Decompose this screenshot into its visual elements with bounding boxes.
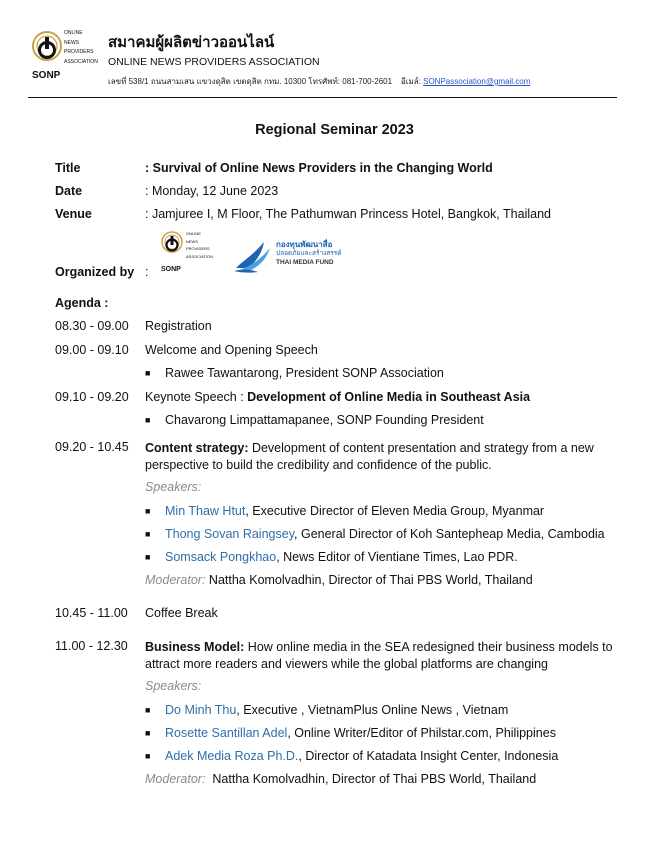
speaker-name: Adek Media Roza Ph.D.: [165, 749, 299, 763]
speaker-name: Min Thaw Htut: [165, 504, 246, 518]
address-line: [108, 75, 530, 88]
session-time: 09.10 - 09.20: [55, 390, 129, 404]
moderator-line: [145, 772, 536, 786]
speaker-role: , Director of Katadata Insight Center, Indonesia: [298, 749, 559, 763]
sonp-logo: [30, 26, 102, 88]
date-value: : Monday, 12 June 2023: [145, 184, 279, 198]
organizer-sonp-logo: [160, 228, 220, 276]
bird-wing-icon: [234, 238, 274, 274]
speaker-name: Rosette Santillan Adel: [165, 726, 288, 740]
organized-by-label: Organized by: [55, 265, 135, 279]
speaker-role: , Executive , VietnamPlus Online News , Vietnam: [236, 703, 509, 717]
fund-english-name: THAI MEDIA FUND: [276, 259, 334, 266]
venue-value: : Jamjuree I, M Floor, The Pathumwan Princess Hotel, Bangkok, Thailand: [145, 207, 551, 221]
logo-line: ASSOCIATION: [64, 58, 98, 65]
org-logo-line: PROVIDERS: [186, 246, 210, 251]
speaker-text: Rawee Tawantarong, President SONP Association: [165, 366, 444, 380]
logo-line: ONLINE: [64, 30, 83, 36]
session-description: [145, 440, 620, 474]
speaker-role: , Online Writer/Editor of Philstar.com, Philippines: [287, 726, 556, 740]
title-value: : Survival of Online News Providers in the Changing World: [145, 161, 493, 175]
organized-colon: :: [145, 265, 149, 279]
session-topic: Business Model:: [145, 640, 245, 654]
session-time: 08.30 - 09.00: [55, 319, 129, 333]
logo-line: PROVIDERS: [64, 49, 94, 55]
speakers-label: Speakers:: [145, 679, 202, 693]
session-title: Welcome and Opening Speech: [145, 343, 318, 357]
org-logo-line: NEWS: [186, 238, 198, 244]
logo-abbr: SONP: [32, 70, 61, 81]
speaker-bullet: ■ Adek Media Roza Ph.D., Director of Katadata Insight Center, Indonesia: [145, 749, 559, 763]
agenda-label: Agenda :: [55, 296, 109, 310]
org-logo-abbr: SONP: [161, 266, 181, 273]
speaker-name: Do Minh Thu: [165, 703, 237, 717]
moderator-label: Moderator:: [145, 772, 206, 786]
venue-label: Venue: [55, 207, 92, 221]
logo-line: NEWS: [64, 39, 79, 46]
org-logo-line: ONLINE: [186, 231, 201, 236]
title-label: Title: [55, 161, 81, 175]
fund-thai-line-1: กองทุนพัฒนาสื่อ: [276, 240, 333, 249]
moderator-label: Moderator:: [145, 573, 206, 587]
speaker-bullet: ■ Somsack Pongkhao, News Editor of Vientiane Times, Lao PDR.: [145, 550, 518, 564]
keynote-title: Development of Online Media in Southeast Asia: [247, 390, 531, 404]
session-description: [145, 639, 620, 673]
document-title: Regional Seminar 2023: [255, 122, 414, 138]
org-logo-line: ASSOCIATION: [186, 253, 214, 259]
association-thai-name: สมาคมผู้ผลิตข่าวออนไลน์: [108, 34, 275, 51]
speaker-role: , Executive Director of Eleven Media Group, Myanmar: [245, 504, 545, 518]
session-title: Registration: [145, 319, 212, 333]
email-link[interactable]: SONPassociation@gmail.com: [423, 77, 531, 86]
speakers-label: Speakers:: [145, 480, 202, 494]
speaker-bullet: ■ Rosette Santillan Adel, Online Writer/Editor of Philstar.com, Philippines: [145, 726, 556, 740]
speaker-bullet: ■ Thong Sovan Raingsey, General Director of Koh Santepheap Media, Cambodia: [145, 527, 605, 541]
thai-media-fund-logo: [234, 238, 344, 274]
moderator-line: [145, 573, 533, 587]
session-time: 09.20 - 10.45: [55, 440, 129, 454]
speaker-bullet: ■ Do Minh Thu, Executive , VietnamPlus Online News , Vietnam: [145, 703, 509, 717]
moderator-text: Nattha Komolvadhin, Director of Thai PBS World, Thailand: [205, 573, 533, 587]
session-time: 09.00 - 09.10: [55, 343, 129, 357]
speaker-name: Somsack Pongkhao: [165, 550, 277, 564]
fund-thai-line-2: ปลอดภัยและสร้างสรรค์: [276, 250, 342, 257]
address-text: เลขที่ 538/1 ถนนสามเสน แขวงดุสิต เขตดุสิต กทม. 10300 โทรศัพท์: 081-700-2601: [108, 77, 393, 86]
session-time: 11.00 - 12.30: [55, 639, 128, 653]
session-title: [145, 390, 530, 404]
date-label: Date: [55, 184, 83, 198]
session-desc-text: How online media in the SEA redesigned their business models to attract more readers and viewers while the global platforms are changing: [145, 640, 613, 671]
header-divider: [28, 97, 617, 98]
session-topic: Content strategy:: [145, 441, 249, 455]
keynote-prefix: Keynote Speech :: [145, 390, 248, 404]
speaker-bullet: ■ Rawee Tawantarong, President SONP Association: [145, 366, 444, 380]
speaker-text: Chavarong Limpattamapanee, SONP Founding President: [165, 413, 484, 427]
session-desc-text: Development of content presentation and strategy from a new perspective to build the credibility and confidence of the public.: [145, 441, 594, 472]
session-time: 10.45 - 11.00: [55, 606, 128, 620]
moderator-text: Nattha Komolvadhin, Director of Thai PBS World, Thailand: [205, 772, 537, 786]
email-label: อีเมล์:: [400, 77, 421, 86]
speaker-role: , News Editor of Vientiane Times, Lao PDR.: [276, 550, 518, 564]
speaker-name: Thong Sovan Raingsey: [165, 527, 295, 541]
speaker-role: , General Director of Koh Santepheap Media, Cambodia: [294, 527, 605, 541]
speaker-bullet: ■ Chavarong Limpattamapanee, SONP Founding President: [145, 413, 484, 427]
association-english-name: ONLINE NEWS PROVIDERS ASSOCIATION: [108, 56, 320, 68]
session-title: Coffee Break: [145, 606, 218, 620]
speaker-bullet: ■ Min Thaw Htut, Executive Director of Eleven Media Group, Myanmar: [145, 504, 545, 518]
